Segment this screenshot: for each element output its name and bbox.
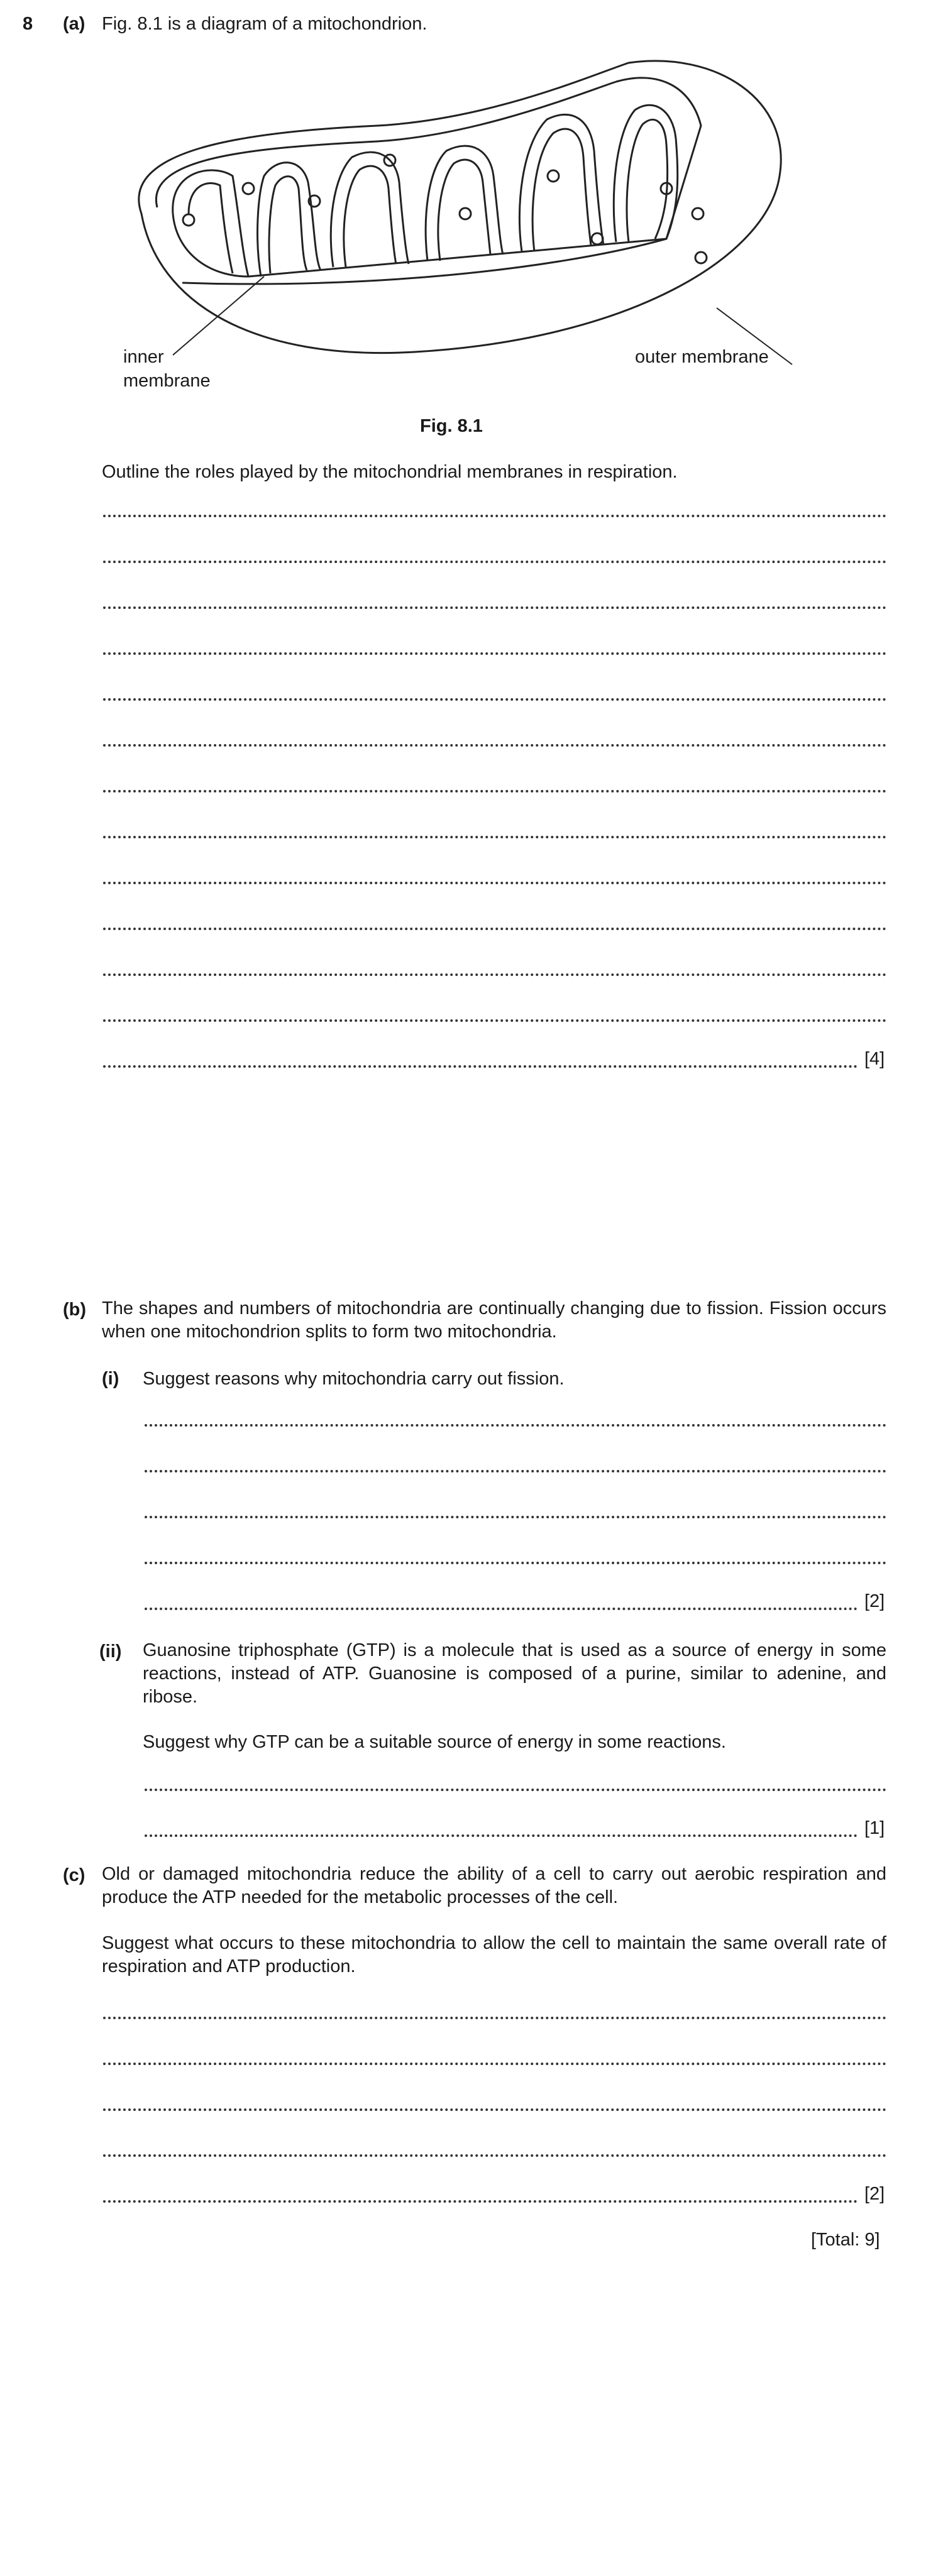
answer-line[interactable] — [103, 1017, 886, 1022]
answer-line[interactable] — [103, 2198, 858, 2203]
part-b-ii-text: Guanosine triphosphate (GTP) is a molecule that is used as a source of energy in some reactions, instead of ATP. Guanosine is composed of a purine, similar to adenine, and ribose. — [143, 1640, 886, 1707]
answer-line[interactable] — [103, 2014, 886, 2019]
inner-membrane-label-1: inner — [123, 347, 164, 367]
inner-membrane-label-2: membrane — [123, 371, 211, 391]
part-a-prompt: Outline the roles played by the mitochondrial membranes in respiration. — [102, 462, 678, 482]
part-b-intro: The shapes and numbers of mitochondria are continually changing due to fission. Fission occurs when one mitochondrion splits to form two mitochondria. — [102, 1298, 886, 1342]
part-c-text: Old or damaged mitochondria reduce the ability of a cell to carry out aerobic respiration and produce the ATP needed for the metabolic processes of the cell. — [102, 1864, 886, 1907]
answer-line[interactable] — [103, 2060, 886, 2065]
answer-line[interactable] — [103, 2152, 886, 2157]
marks-b-ii: [1] — [864, 1818, 885, 1838]
answer-line[interactable] — [145, 1605, 858, 1610]
answer-line[interactable] — [103, 925, 886, 930]
answer-line[interactable] — [145, 1513, 886, 1518]
answer-line[interactable] — [145, 1559, 886, 1564]
answer-line[interactable] — [145, 1832, 858, 1837]
part-a-intro: Fig. 8.1 is a diagram of a mitochondrion. — [102, 14, 427, 34]
answer-line[interactable] — [103, 879, 886, 884]
answer-line[interactable] — [103, 650, 886, 655]
part-b-i-prompt: Suggest reasons why mitochondria carry out fission. — [143, 1369, 565, 1389]
total-marks: [Total: 9] — [811, 2230, 880, 2250]
answer-line[interactable] — [103, 971, 886, 976]
answer-line[interactable] — [145, 1786, 886, 1791]
marks-a: [4] — [864, 1049, 885, 1069]
marks-b-i: [2] — [864, 1591, 885, 1611]
answer-line[interactable] — [103, 696, 886, 701]
answer-line[interactable] — [103, 833, 886, 838]
answer-line[interactable] — [103, 2106, 886, 2111]
part-b-ii-label: (ii) — [99, 1642, 122, 1662]
outer-membrane-label: outer membrane — [635, 347, 769, 367]
marks-c: [2] — [864, 2184, 885, 2204]
answer-line[interactable] — [103, 604, 886, 609]
answer-line[interactable] — [145, 1422, 886, 1427]
part-b-ii-prompt: Suggest why GTP can be a suitable source of energy in some reactions. — [143, 1732, 726, 1752]
part-c-prompt: Suggest what occurs to these mitochondria to allow the cell to maintain the same overall rate of respiration and ATP production. — [102, 1933, 886, 1976]
answer-line[interactable] — [103, 512, 886, 517]
part-b-i-label: (i) — [102, 1369, 119, 1389]
part-c-label: (c) — [63, 1865, 85, 1885]
answer-line[interactable] — [145, 1467, 886, 1472]
answer-line[interactable] — [103, 1063, 858, 1068]
figure-caption: Fig. 8.1 — [420, 416, 483, 436]
answer-line[interactable] — [103, 787, 886, 792]
question-number: 8 — [23, 14, 33, 34]
answer-line[interactable] — [103, 742, 886, 747]
part-a-label: (a) — [63, 14, 85, 34]
part-b-label: (b) — [63, 1300, 87, 1320]
answer-line[interactable] — [103, 558, 886, 563]
